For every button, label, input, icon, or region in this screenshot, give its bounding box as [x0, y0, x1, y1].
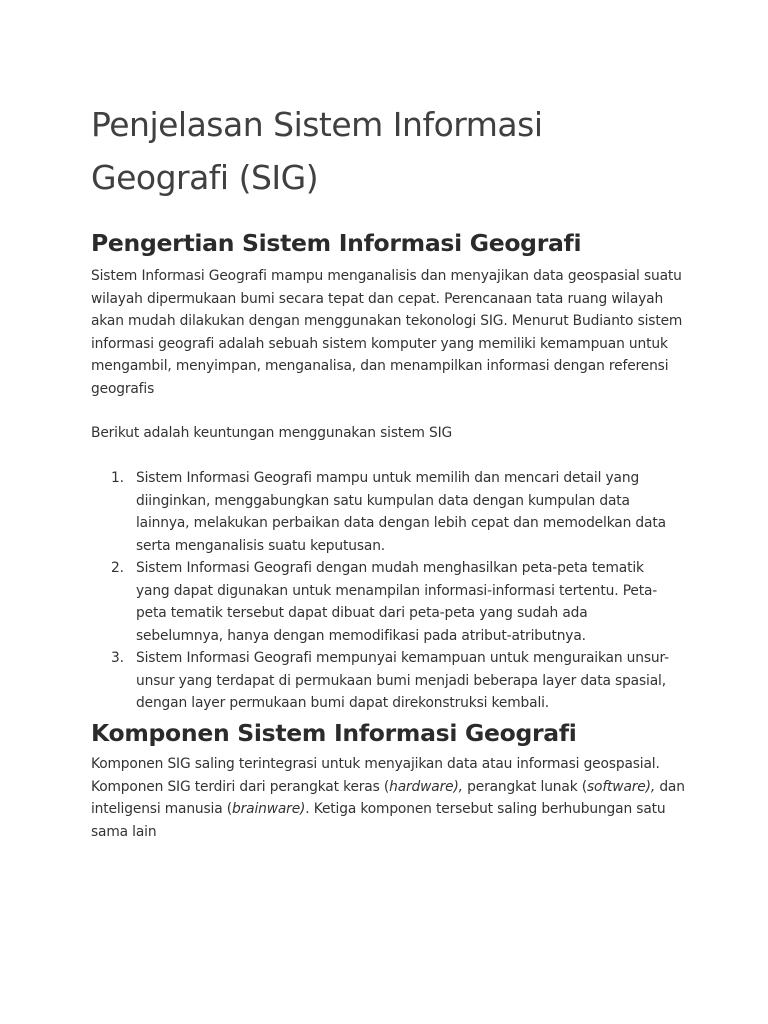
section-heading-komponen: Komponen Sistem Informasi Geografi: [91, 719, 577, 747]
list-item-text: Sistem Informasi Geografi mampu untuk memilih dan mencari detail yang diinginkan, menggabungkan satu kumpulan data dengan kumpulan data lainnya, melakukan perbaikan data dengan lebih cepat dan memodelkan data serta menganalisis suatu keputusan.: [136, 470, 666, 554]
brainware-term: brainware): [232, 801, 306, 817]
hardware-term: hardware),: [389, 778, 463, 795]
list-item-number: 1.: [111, 470, 124, 486]
paragraph-text: . Ketiga komponen tersebut saling berhubungan satu sama lain: [91, 801, 666, 840]
paragraph-text: perangkat lunak (: [462, 778, 588, 795]
list-item-text: Sistem Informasi Geografi mempunyai kemampuan untuk menguraikan unsur-unsur yang terdapat di permukaan bumi menjadi beberapa layer data spasial, dengan layer permukaan bumi dapat direkonstruksi kembali.: [136, 650, 669, 711]
page-title-line-2: Geografi (SIG): [91, 158, 319, 197]
list-item-number: 2.: [111, 560, 124, 576]
paragraph-text: dan inteligensi manusia (: [91, 778, 685, 817]
list-item-text: Sistem Informasi Geografi dengan mudah menghasilkan peta-peta tematik yang dapat digunakan untuk menampilan informasi-informasi tertentu. Peta-peta tematik tersebut dapat dibuat dari peta-peta yang sudah ada sebelumnya, hanya dengan memodifikasi pada atribut-atributnya.: [136, 560, 658, 644]
list-item-number: 3.: [111, 650, 124, 666]
list-item: [111, 557, 671, 647]
list-item: [111, 467, 671, 557]
paragraph-text: Komponen SIG saling terintegrasi untuk menyajikan data atau informasi geospasial. Komponen SIG terdiri dari perangkat keras (: [91, 756, 660, 795]
page-title-line-1: Penjelasan Sistem Informasi: [91, 105, 543, 144]
software-term: software),: [587, 778, 656, 795]
section-paragraph-pengertian: Sistem Informasi Geografi mampu menganalisis dan menyajikan data geospasial suatu wilayah dipermukaan bumi secara tepat dan cepat. Perencanaan tata ruang wilayah akan mudah dilakukan dengan menggunakan tekonologi SIG. Menurut Budianto sistem informasi geografi adalah sebuah sistem komputer yang memiliki kemampuan untuk mengambil, menyimpan, menganalisa, dan menampilkan informasi dengan referensi geografis: [91, 268, 683, 397]
page-title: [91, 98, 691, 204]
advantages-list: [111, 467, 671, 715]
list-item: [111, 647, 671, 715]
list-intro-paragraph: Berikut adalah keuntungan menggunakan sistem SIG: [91, 425, 453, 441]
section-heading-pengertian: Pengertian Sistem Informasi Geografi: [91, 229, 582, 257]
section-paragraph-komponen: [91, 753, 691, 843]
